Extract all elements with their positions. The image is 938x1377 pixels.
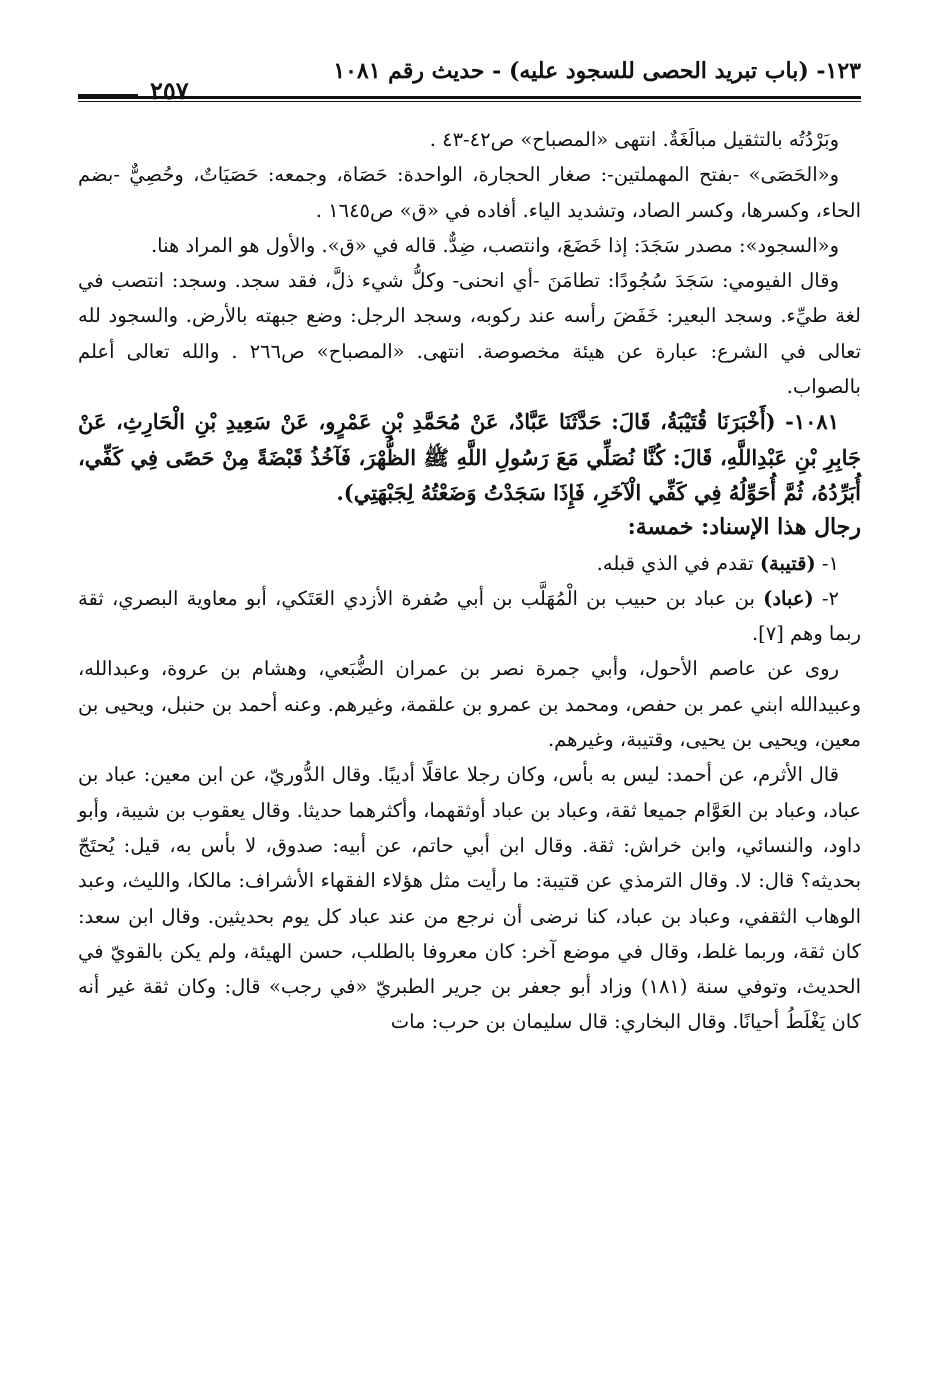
narrator-text: بن عباد بن حبيب بن الْمُهَلَّب بن أبي صُفرة الأزدي العَتَكي، أبو معاوية البصري، ثقة ربما وهم [٧]. [78, 586, 861, 646]
paragraph: و«السجود»: مصدر سَجَدَ: إذا خَضَعَ، وانتصب، ضِدٌّ. قاله في «ق». والأول هو المراد هنا. [150, 233, 839, 257]
paragraph: و«الحَصَى» -بفتح المهملتين-: صغار الحجارة، الواحدة: حَصَاة، وجمعه: حَصَيَاتٌ، وحُصِيٌّ -بضم الحاء، وكسرها، وكسر الصاد، وتشديد الياء. أفاده في «ق» ص١٦٤٥ . [78, 163, 861, 222]
page-number: ٢٥٧ [150, 76, 189, 105]
page-body [78, 122, 861, 1040]
paragraph: وبَرْدُتُه بالتثقيل مبالَغَةٌ. انتهى «المصباح» ص٤٢-٤٣ . [429, 128, 839, 151]
hadith-text: ١٠٨١- (أَخْبَرَنَا قُتَيْبَةُ، قَالَ: حَدَّثَنَا عَبَّادٌ، عَنْ مُحَمَّدِ بْنِ عَمْرٍو، عَنْ سَعِيدِ بْنِ الْحَارِثِ، عَنْ جَابِرِ بْنِ عَبْدِاللَّهِ، قَالَ: كُنَّا نُصَلِّي مَعَ رَسُولِ اللَّهِ ﷺ الظُّهْرَ، فَآخُذُ قَبْضَةً مِنْ حَصًى فِي كَفِّي، أُبَرِّدُهُ، ثُمَّ أُحَوِّلُهُ فِي كَفِّي الْآخَرِ، فَإِذَا سَجَدْتُ وَضَعْتُهُ لِجَبْهَتِي). [78, 409, 861, 505]
page-number-rule [78, 94, 138, 97]
narrator-number: ١- [815, 551, 839, 575]
paragraph: قال الأثرم، عن أحمد: ليس به بأس، وكان رجلا عاقلًا أديبًا. وقال الدُّوريّ، عن ابن معين: عباد بن عباد، وعباد بن العَوَّام جميعا ثقة، وعباد بن عباد أوثقهما، وأكثرهما حديثا. وقال يعقوب بن شيبة، وأبو داود، والنسائي، وابن خراش: ثقة. وقال ابن أبي حاتم، عن أبيه: صدوق، لا بأس به، قيل: يُحتَجّ بحديثه؟ قال: لا. وقال الترمذي عن قتيبة: ما رأيت مثل هؤلاء الفقهاء الأشراف: مالكا، والليث، وعبد الوهاب الثقفي، وعباد بن عباد، كنا نرضى أن نرجع من عند عباد كل يوم بحديثين. وقال ابن سعد: كان ثقة، وربما غلط، وقال في موضع آخر: كان معروفا بالطلب، حسن الهيئة، ولم يكن بالقويّ في الحديث، وتوفي سنة (١٨١) وزاد أبو جعفر بن جرير الطبريّ «في رجب» قال: وكان ثقة غير أنه كان يَغْلَطُ أحيانًا. وقال البخاري: قال سليمان بن حرب: مات [78, 763, 861, 1034]
narrator-name: (عباد) [763, 586, 814, 610]
narrator-number: ٢- [813, 586, 839, 610]
section-heading: رجال هذا الإسناد: خمسة: [627, 514, 861, 541]
narrator-entry [78, 546, 861, 581]
narrator-entry [78, 581, 861, 652]
narrator-name: (قتيبة) [759, 551, 816, 575]
narrator-text: تقدم في الذي قبله. [596, 551, 760, 575]
paragraph: روى عن عاصم الأحول، وأبي جمرة نصر بن عمران الضُّبَعي، وهشام بن عروة، وعبدالله، وعبيدالله ابني عمر بن حفص، ومحمد بن عمرو بن علقمة، وغيرهم. وعنه أحمد بن حنبل، ويحيى بن معين، ويحيى بن يحيى، وقتيبة، وغيرهم. [78, 657, 861, 752]
paragraph: وقال الفيومي: سَجَدَ سُجُودًا: تطامَنَ -أي انحنى- وكلُّ شيء ذلَّ، فقد سجد. وسجد: انتصب في لغة طيِّء. وسجد البعير: خَفَضَ رأسه عند ركوبه، وسجد الرجل: وضع جبهته بالأرض. والسجود لله تعالى في الشرع: عبارة عن هيئة مخصوصة. انتهى. «المصباح» ص٢٦٦ . والله تعالى أعلم بالصواب. [78, 269, 862, 399]
header-title: ١٢٣- (باب تبريد الحصى للسجود عليه) - حديث رقم ١٠٨١ [333, 58, 861, 84]
